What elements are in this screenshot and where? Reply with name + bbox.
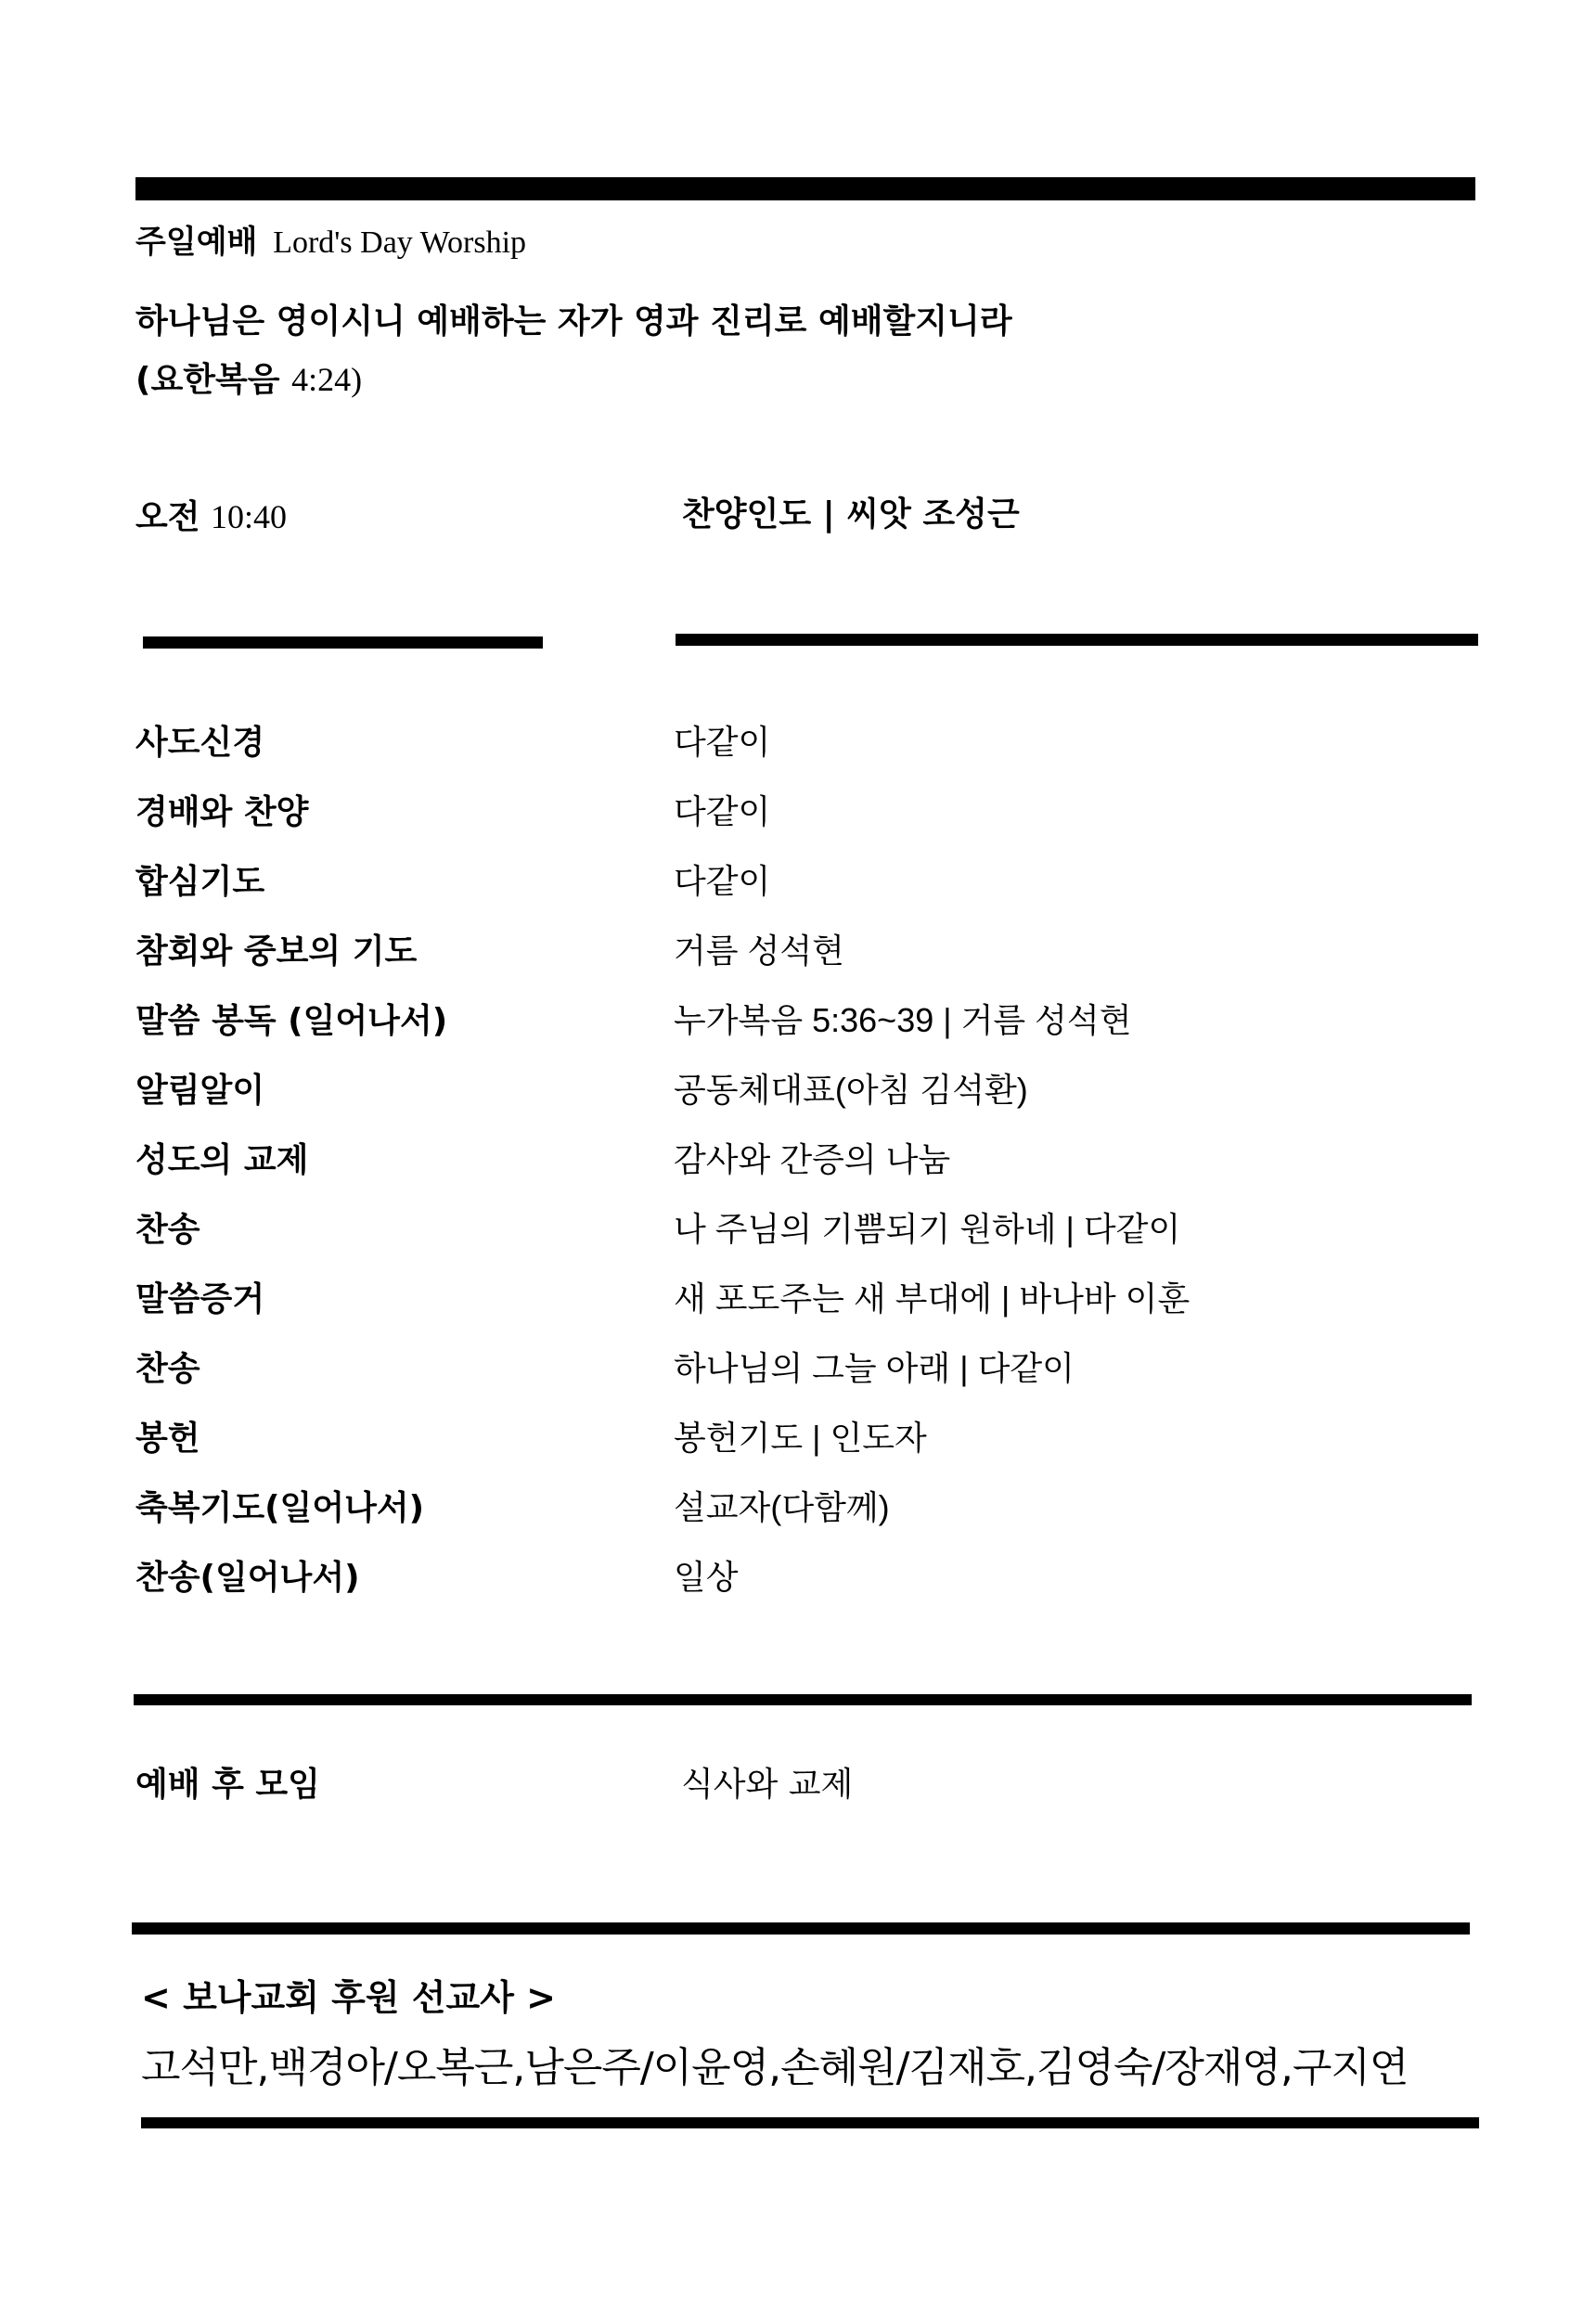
program-item-value: 공동체대표(아침 김석환) [674,1071,1028,1109]
after-service-value: 식사와 교제 [681,1766,854,1804]
program-item-value: 다같이 [674,792,771,830]
program-row [135,914,1481,983]
program-row [135,775,1481,844]
after-service-top-divider [134,1694,1472,1705]
program-item-value: 감사와 간증의 나눔 [674,1140,951,1178]
program-item-value: 다같이 [674,862,771,900]
verse-ref-book: (요한복음 [135,361,280,399]
after-service-bottom-divider [132,1922,1470,1935]
supported-missionaries-title: < 보나교회 후원 선교사 > [141,1977,556,2018]
program-item-value: 새 포도주는 새 부대에 | 바나바 이훈 [674,1279,1191,1318]
program-item-value: 봉헌기도 | 인도자 [674,1419,927,1457]
program-item-value: 설교자(다함께) [674,1488,890,1526]
program-item-label: 합심기도 [135,863,265,901]
program-item-label: 찬송 [135,1211,200,1249]
program-row [135,1192,1481,1262]
time-label: 오전 [135,498,200,536]
program-row [135,983,1481,1053]
program-item-label: 봉헌 [135,1420,200,1458]
program-item-label: 축복기도(일어나서) [135,1489,425,1527]
program-row [135,705,1481,775]
service-time [135,491,287,538]
program-item-value: 일상 [674,1558,739,1596]
program-left-divider [143,636,543,649]
program-row [135,1331,1481,1401]
program-row [135,1401,1481,1471]
program-item-label: 찬송(일어나서) [135,1559,360,1597]
program-item-value: 다같이 [674,723,771,761]
top-divider [135,177,1475,200]
program-row [135,1471,1481,1540]
program-right-divider [676,634,1478,646]
verse-ref-number: 4:24) [291,361,363,398]
program-item-label: 말씀 봉독 (일어나서) [135,1002,448,1040]
bottom-divider [141,2117,1479,2128]
program-item-label: 성도의 교제 [135,1141,309,1179]
order-of-service [135,705,1481,1610]
program-row [135,1053,1481,1123]
program-row [135,1540,1481,1610]
program-item-label: 말씀증거 [135,1280,265,1318]
verse-reference [135,351,1012,409]
program-row [135,1123,1481,1192]
verse-text: 하나님은 영이시니 예배하는 자가 영과 진리로 예배할지니라 [135,302,1012,341]
program-item-label: 사도신경 [135,724,265,762]
program-item-value: 누가복음 5:36~39 | 거름 성석현 [674,1001,1132,1039]
service-title-english: Lord's Day Worship [273,225,527,260]
supported-missionaries-list: 고석만,백경아/오복근,남은주/이윤영,손혜원/김재호,김영숙/장재영,구지연 [141,2044,1409,2091]
service-title-korean: 주일예배 [135,224,258,261]
after-service-label: 예배 후 모임 [135,1766,320,1804]
program-item-value: 하나님의 그늘 아래 | 다같이 [674,1349,1075,1387]
time-value: 10:40 [211,498,288,535]
service-header [135,216,526,262]
program-item-label: 찬송 [135,1350,200,1388]
program-row [135,1262,1481,1331]
program-item-value: 나 주님의 기쁨되기 원하네 | 다같이 [674,1210,1181,1248]
program-item-label: 참회와 중보의 기도 [135,932,418,971]
scripture-verse [135,293,1012,409]
worship-leader: 찬양인도 | 씨앗 조성근 [682,495,1020,533]
program-row [135,844,1481,914]
program-item-value: 거름 성석현 [674,932,844,970]
program-item-label: 알림알이 [135,1072,265,1110]
program-item-label: 경배와 찬양 [135,793,309,831]
